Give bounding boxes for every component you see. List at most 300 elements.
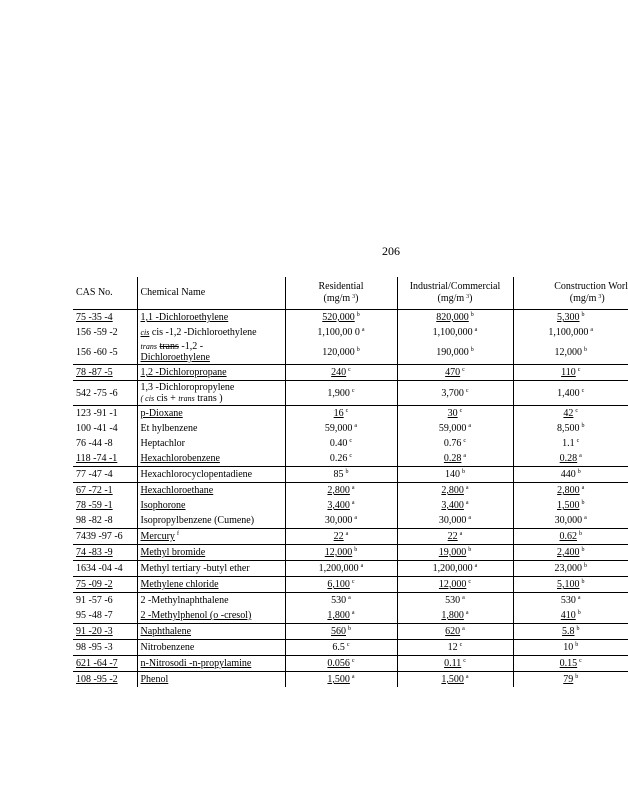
- construction-value-cell: [513, 381, 628, 406]
- residential-value: 6.5: [332, 642, 345, 653]
- residential-value-cell: [285, 577, 397, 593]
- residential-value-cell: [285, 436, 397, 451]
- residential-value: 1,100,00 0: [317, 327, 360, 338]
- residential-value: 530: [331, 595, 347, 606]
- chemical-name-cell: [137, 672, 285, 688]
- industrial-footnote: c: [459, 408, 463, 414]
- page-number: 206: [382, 244, 400, 258]
- construction-footnote: b: [581, 423, 585, 429]
- cas-number: 77 -47 -4: [76, 469, 113, 480]
- table-row: [73, 451, 628, 467]
- construction-footnote: b: [576, 626, 580, 632]
- chemical-name-cell: [137, 577, 285, 593]
- residential-value: 12,000: [324, 547, 353, 558]
- name2-a: ( cis: [140, 394, 155, 403]
- industrial-value: 30: [447, 408, 458, 419]
- table-row: [73, 640, 628, 656]
- construction-footnote: b: [581, 547, 585, 553]
- residential-footnote: c: [351, 579, 355, 585]
- table-row: [73, 672, 628, 688]
- industrial-value-cell: [397, 340, 513, 365]
- industrial-value-cell: [397, 310, 513, 326]
- cas-number: 108 -95 -2: [76, 674, 118, 685]
- industrial-value-cell: [397, 513, 513, 529]
- cas-cell: [73, 656, 137, 672]
- construction-value-cell: [513, 325, 628, 340]
- table-header-row: [73, 277, 628, 310]
- construction-value-cell: [513, 436, 628, 451]
- construction-value-cell: [513, 421, 628, 436]
- table-row: [73, 421, 628, 436]
- chemical-name-cell: [137, 498, 285, 513]
- residential-footnote: b: [356, 312, 360, 318]
- residential-footnote: c: [351, 658, 355, 664]
- name-italic: trans: [140, 342, 157, 351]
- chemical-name: Mercury: [140, 531, 175, 542]
- industrial-value-cell: [397, 608, 513, 624]
- construction-label: Construction Worl: [554, 281, 628, 292]
- cas-cell: [73, 406, 137, 422]
- chemical-name-cell: [137, 436, 285, 451]
- construction-value: 440: [560, 469, 576, 480]
- chemical-name-cell: [137, 513, 285, 529]
- industrial-value-cell: [397, 498, 513, 513]
- cas-cell: [73, 577, 137, 593]
- cas-cell: [73, 451, 137, 467]
- industrial-value: 530: [445, 595, 461, 606]
- cas-number: 1634 -04 -4: [76, 563, 123, 574]
- residential-value: 240: [331, 367, 347, 378]
- residential-unit: (mg/m $^3$): [323, 293, 359, 304]
- construction-value: 42: [563, 408, 574, 419]
- chemical-name-cell: [137, 421, 285, 436]
- industrial-footnote: b: [468, 547, 472, 553]
- chemical-name: Methylene chloride: [140, 579, 219, 590]
- construction-value-cell: [513, 561, 628, 577]
- name-prefix: cis: [140, 328, 150, 337]
- residential-value: 6,100: [327, 579, 350, 590]
- cas-cell: [73, 672, 137, 688]
- cas-cell: [73, 483, 137, 499]
- industrial-footnote: b: [462, 469, 465, 475]
- industrial-value-cell: [397, 672, 513, 688]
- residential-footnote: a: [351, 610, 355, 616]
- residential-value-cell: [285, 421, 397, 436]
- cas-number: 100 -41 -4: [76, 423, 118, 434]
- industrial-label: Industrial/Commercial: [409, 281, 501, 292]
- construction-footnote: a: [590, 327, 594, 333]
- industrial-footnote: b: [470, 346, 474, 353]
- cas-cell: [73, 529, 137, 545]
- industrial-footnote: c: [463, 438, 467, 444]
- construction-value-cell: [513, 608, 628, 624]
- construction-value: 12,000: [554, 346, 582, 358]
- construction-value-cell: [513, 545, 628, 561]
- industrial-value-cell: [397, 624, 513, 640]
- industrial-footnote: a: [459, 531, 463, 537]
- residential-footnote: b: [356, 346, 360, 353]
- industrial-footnote: a: [465, 610, 469, 616]
- industrial-value-cell: [397, 451, 513, 467]
- residential-footnote: b: [354, 547, 358, 553]
- construction-value-cell: [513, 310, 628, 326]
- industrial-footnote: c: [468, 579, 472, 585]
- chemical-name: 1,3 -Dichloropropylene: [140, 382, 235, 393]
- construction-footnote: b: [577, 469, 581, 475]
- construction-value: 0.28: [559, 453, 578, 464]
- construction-footnote: c: [581, 387, 585, 394]
- table-row: [73, 545, 628, 561]
- table-row: [73, 656, 628, 672]
- cas-number: 75 -09 -2: [76, 579, 113, 590]
- residential-value-cell: [285, 467, 397, 483]
- chemical-name: n-Nitrosodi -n-propylamine: [140, 658, 252, 669]
- chemical-name: Isophorone: [140, 500, 186, 511]
- chemical-name: Phenol: [140, 674, 169, 685]
- residential-value: 1,900: [327, 387, 350, 399]
- residential-footnote: b: [345, 469, 349, 475]
- cas-number: 91 -20 -3: [76, 626, 113, 637]
- construction-value-cell: [513, 640, 628, 656]
- construction-footnote: b: [584, 346, 587, 353]
- construction-value-cell: [513, 365, 628, 381]
- industrial-value-cell: [397, 381, 513, 406]
- construction-footnote: c: [577, 367, 581, 373]
- construction-footnote: b: [575, 674, 579, 680]
- construction-value-cell: [513, 656, 628, 672]
- construction-value-cell: [513, 529, 628, 545]
- construction-footnote: c: [575, 408, 579, 414]
- chemical-name: Heptachlor: [140, 438, 185, 449]
- cas-cell: [73, 381, 137, 406]
- residential-footnote: c: [346, 642, 350, 648]
- industrial-footnote: c: [459, 642, 463, 648]
- chemical-name: Et hylbenzene: [140, 423, 198, 434]
- industrial-value-cell: [397, 406, 513, 422]
- industrial-footnote: a: [462, 595, 465, 601]
- name-footnote: f: [176, 531, 179, 537]
- table-row: [73, 513, 628, 529]
- chemical-name-line2: Dichloroethylene: [140, 352, 210, 363]
- industrial-value: 12: [447, 642, 458, 653]
- cas-number: 98 -95 -3: [76, 642, 113, 653]
- construction-value-cell: [513, 483, 628, 499]
- chemical-name: cis -1,2 -Dichloroethylene: [151, 327, 257, 338]
- construction-unit: (mg/m $^3$): [569, 293, 605, 304]
- chemical-name-cell: [137, 608, 285, 624]
- construction-footnote: b: [577, 610, 581, 616]
- residential-footnote: a: [348, 595, 351, 601]
- chemical-name-cell: [137, 593, 285, 609]
- industrial-value-cell: [397, 577, 513, 593]
- industrial-footnote: c: [465, 387, 469, 394]
- construction-value-cell: [513, 672, 628, 688]
- chemical-name: Naphthalene: [140, 626, 192, 637]
- construction-footnote: b: [581, 579, 585, 585]
- industrial-value: 0.11: [444, 658, 462, 669]
- chemical-name-cell: [137, 467, 285, 483]
- industrial-value: 3,400: [441, 500, 464, 511]
- residential-footnote: a: [354, 423, 358, 429]
- residential-value-cell: [285, 624, 397, 640]
- industrial-value: 0.28: [443, 453, 462, 464]
- residential-value: 22: [333, 531, 344, 542]
- construction-value-cell: [513, 593, 628, 609]
- industrial-value: 140: [445, 469, 460, 480]
- construction-value: 30,000: [554, 515, 583, 526]
- residential-value: 2,800: [327, 485, 350, 496]
- name2-c: trans: [178, 394, 195, 403]
- construction-footnote: b: [581, 312, 585, 318]
- chemical-name: Hexachlorocyclopentadiene: [140, 469, 253, 480]
- construction-value: 1,100,000: [548, 327, 589, 338]
- construction-value: 1,400: [557, 387, 580, 399]
- construction-value-cell: [513, 513, 628, 529]
- industrial-value: 30,000: [438, 515, 467, 526]
- construction-value-cell: [513, 624, 628, 640]
- industrial-value: 820,000: [436, 312, 469, 323]
- cas-cell: [73, 310, 137, 326]
- construction-value: 410: [560, 610, 576, 621]
- table-row: [73, 577, 628, 593]
- residential-footnote: c: [351, 387, 355, 394]
- chemical-header: Chemical Name: [137, 277, 285, 310]
- cas-number: 156 -60 -5: [76, 346, 118, 358]
- chemical-name-cell: [137, 406, 285, 422]
- construction-footnote: b: [581, 500, 585, 506]
- construction-value: 8,500: [557, 423, 580, 434]
- industrial-value-cell: [397, 421, 513, 436]
- residential-value: 85: [333, 469, 344, 480]
- residential-value: 3,400: [327, 500, 350, 511]
- residential-label: Residential: [318, 281, 364, 292]
- residential-value: 1,200,000: [318, 563, 359, 574]
- residential-value-cell: [285, 498, 397, 513]
- industrial-value-cell: [397, 561, 513, 577]
- chemical-name: Isopropylbenzene (Cumene): [140, 515, 255, 526]
- construction-footnote: a: [584, 515, 587, 521]
- industrial-footnote: a: [462, 626, 465, 632]
- industrial-value: 22: [447, 531, 458, 542]
- industrial-value: 470: [445, 367, 461, 378]
- chemical-name-cell: [137, 340, 285, 365]
- table-row: [73, 310, 628, 326]
- cas-number: 156 -59 -2: [76, 327, 118, 338]
- construction-value: 1,500: [557, 500, 580, 511]
- residential-value: 560: [331, 626, 346, 637]
- cas-number: 67 -72 -1: [76, 485, 113, 496]
- chemical-name: Nitrobenzene: [140, 642, 195, 653]
- industrial-footnote: a: [468, 423, 472, 429]
- industrial-value: 59,000: [438, 423, 467, 434]
- cas-number: 78 -87 -5: [76, 367, 113, 378]
- residential-value: 120,000: [322, 346, 355, 358]
- residential-value-cell: [285, 561, 397, 577]
- table-row: [73, 529, 628, 545]
- cas-number: 95 -48 -7: [76, 610, 113, 621]
- residential-value: 520,000: [322, 312, 355, 323]
- construction-value: 23,000: [554, 563, 582, 574]
- residential-header: [285, 277, 397, 310]
- construction-footnote: b: [584, 563, 587, 569]
- construction-value: 0.62: [559, 531, 577, 542]
- industrial-value-cell: [397, 529, 513, 545]
- construction-header: [513, 277, 628, 310]
- residential-footnote: a: [360, 563, 364, 569]
- chemical-name-cell: [137, 451, 285, 467]
- industrial-header: [397, 277, 513, 310]
- construction-value-cell: [513, 451, 628, 467]
- industrial-value: 1,800: [441, 610, 464, 621]
- chemical-name-cell: [137, 529, 285, 545]
- chemical-name-cell: [137, 381, 285, 406]
- industrial-footnote: a: [474, 327, 478, 333]
- industrial-value-cell: [397, 325, 513, 340]
- table-row: [73, 436, 628, 451]
- residential-footnote: a: [345, 531, 349, 537]
- residential-footnote: a: [351, 500, 355, 506]
- industrial-value: 190,000: [436, 346, 469, 358]
- residential-value-cell: [285, 325, 397, 340]
- residential-value-cell: [285, 545, 397, 561]
- residential-value: 0.056: [327, 658, 350, 669]
- construction-footnote: b: [579, 531, 582, 537]
- cas-number: 91 -57 -6: [76, 595, 113, 606]
- table-row: [73, 381, 628, 406]
- residential-value-cell: [285, 310, 397, 326]
- cas-cell: [73, 593, 137, 609]
- industrial-value-cell: [397, 467, 513, 483]
- industrial-footnote: a: [463, 453, 467, 459]
- residential-value-cell: [285, 365, 397, 381]
- cas-cell: [73, 608, 137, 624]
- residential-value-cell: [285, 513, 397, 529]
- residential-value-cell: [285, 608, 397, 624]
- industrial-footnote: c: [462, 367, 465, 373]
- cas-number: 78 -59 -1: [76, 500, 113, 511]
- residential-footnote: a: [351, 674, 355, 680]
- industrial-value: 19,000: [438, 547, 467, 558]
- cas-cell: [73, 545, 137, 561]
- residential-footnote: c: [349, 453, 353, 459]
- construction-value: 5.8: [562, 626, 575, 637]
- industrial-footnote: a: [468, 515, 472, 521]
- name2-d: trans ): [197, 393, 223, 404]
- residential-footnote: b: [348, 626, 351, 632]
- cas-number: 74 -83 -9: [76, 547, 113, 558]
- industrial-footnote: a: [465, 500, 469, 506]
- industrial-value: 2,800: [441, 485, 464, 496]
- chemical-name-cell: [137, 310, 285, 326]
- cas-cell: [73, 340, 137, 365]
- residential-value-cell: [285, 656, 397, 672]
- chemical-name: Methyl tertiary -butyl ether: [140, 563, 250, 574]
- industrial-value-cell: [397, 545, 513, 561]
- construction-value-cell: [513, 340, 628, 365]
- industrial-value-cell: [397, 593, 513, 609]
- construction-footnote: b: [575, 642, 579, 648]
- chemical-name-cell: [137, 640, 285, 656]
- residential-footnote: a: [354, 515, 358, 521]
- residential-value-cell: [285, 406, 397, 422]
- construction-value: 2,800: [557, 485, 580, 496]
- soil-limits-table: [73, 277, 628, 687]
- table-row: [73, 406, 628, 422]
- cas-number: 123 -91 -1: [76, 408, 118, 419]
- chemical-name: 2 -Methylnaphthalene: [140, 595, 229, 606]
- industrial-value: 1,100,000: [432, 327, 473, 338]
- industrial-footnote: a: [465, 674, 469, 680]
- industrial-value-cell: [397, 365, 513, 381]
- chemical-name-cell: [137, 483, 285, 499]
- chemical-name-cell: [137, 561, 285, 577]
- cas-cell: [73, 513, 137, 529]
- chemical-name-cell: [137, 325, 285, 340]
- cas-number: 542 -75 -6: [76, 387, 118, 399]
- chemical-name: 1,1 -Dichloroethylene: [140, 312, 229, 323]
- industrial-value-cell: [397, 436, 513, 451]
- industrial-value: 1,200,000: [432, 563, 473, 574]
- cas-number: 621 -64 -7: [76, 658, 118, 669]
- chemical-name: Methyl bromide: [140, 547, 206, 558]
- industrial-footnote: b: [470, 312, 474, 318]
- chemical-name: Hexachlorobenzene: [140, 453, 220, 464]
- residential-value: 0.40: [329, 438, 348, 449]
- construction-value-cell: [513, 406, 628, 422]
- residential-footnote: a: [361, 327, 365, 333]
- table-row: [73, 325, 628, 340]
- construction-value: 10: [563, 642, 574, 653]
- table-row: [73, 561, 628, 577]
- chemical-name: -1,2 -: [181, 341, 204, 352]
- cas-header: CAS No.: [73, 277, 137, 310]
- table-row: [73, 365, 628, 381]
- residential-footnote: c: [345, 408, 349, 414]
- industrial-value-cell: [397, 640, 513, 656]
- residential-value-cell: [285, 593, 397, 609]
- residential-value-cell: [285, 381, 397, 406]
- residential-value: 0.26: [329, 453, 348, 464]
- table-row: [73, 624, 628, 640]
- chemical-name: Hexachloroethane: [140, 485, 214, 496]
- residential-value-cell: [285, 672, 397, 688]
- construction-value: 110: [561, 367, 576, 378]
- industrial-value: 12,000: [438, 579, 467, 590]
- chemical-name-cell: [137, 656, 285, 672]
- construction-footnote: c: [579, 658, 582, 664]
- industrial-value-cell: [397, 483, 513, 499]
- construction-value: 1.1: [562, 438, 575, 449]
- table-row: [73, 593, 628, 609]
- cas-number: 75 -35 -4: [76, 312, 113, 323]
- residential-footnote: c: [348, 367, 351, 373]
- table-row: [73, 608, 628, 624]
- construction-value: 5,300: [557, 312, 580, 323]
- chemical-name-cell: [137, 365, 285, 381]
- cas-cell: [73, 467, 137, 483]
- construction-value: 530: [560, 595, 576, 606]
- residential-value-cell: [285, 340, 397, 365]
- cas-cell: [73, 640, 137, 656]
- table-row: [73, 340, 628, 365]
- construction-value: 2,400: [557, 547, 580, 558]
- construction-footnote: a: [579, 453, 582, 459]
- residential-footnote: a: [351, 485, 355, 491]
- industrial-footnote: c: [463, 658, 466, 664]
- residential-value: 30,000: [324, 515, 353, 526]
- cas-cell: [73, 325, 137, 340]
- table-row: [73, 498, 628, 513]
